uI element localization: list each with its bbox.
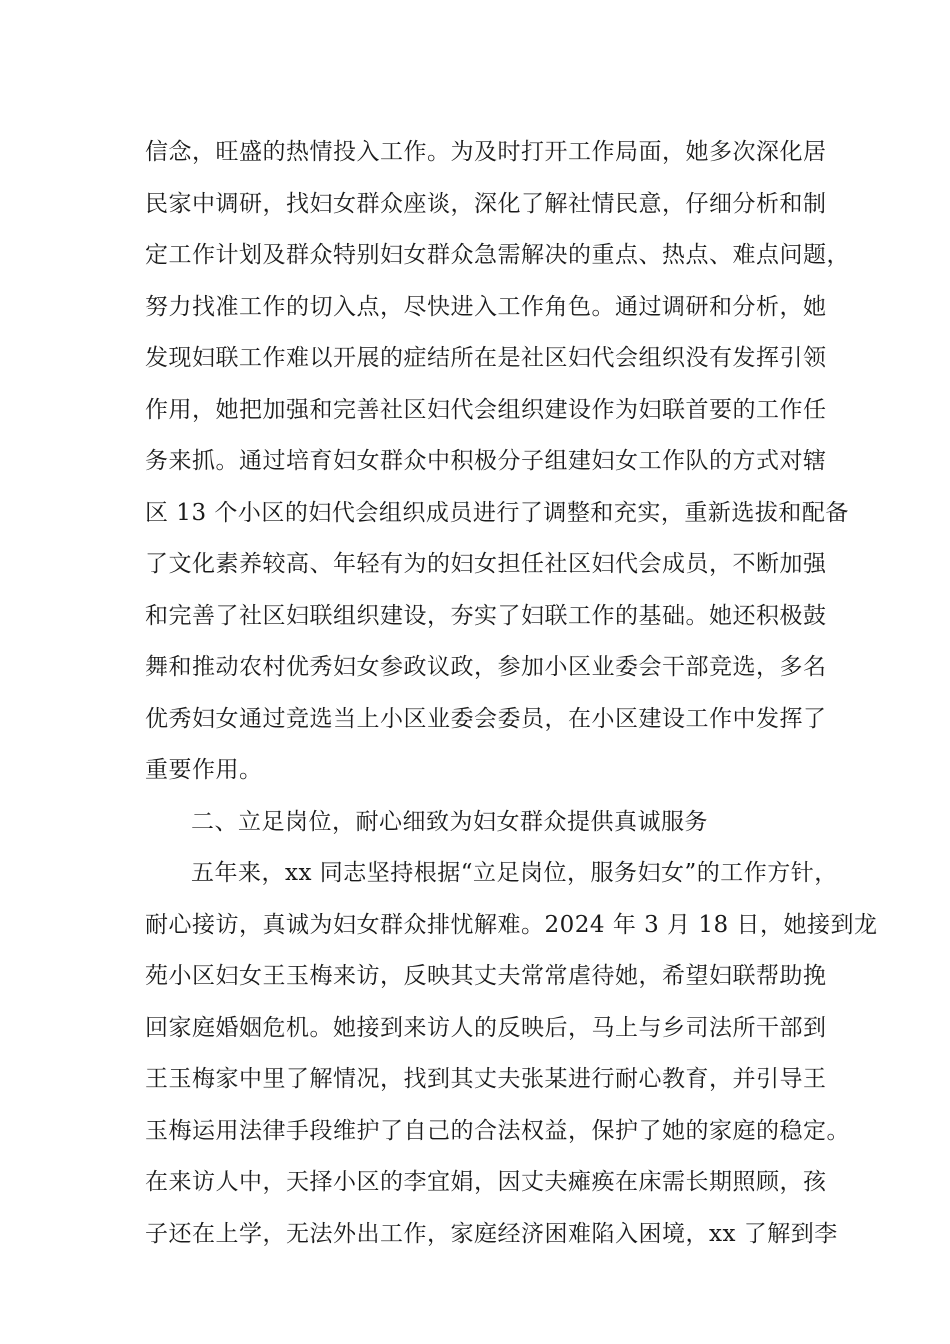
text-line: 重要作用。	[145, 757, 263, 783]
text-line: 玉梅运用法律手段维护了自己的合法权益，保护了她的家庭的稳定。	[145, 1117, 850, 1144]
section-heading: 二、立足岗位，耐心细致为妇女群众提供真诚服务	[191, 808, 708, 835]
text-line: 优秀妇女通过竞选当上小区业委会委员，在小区建设工作中发挥了	[145, 705, 827, 732]
text-line: 舞和推动农村优秀妇女参政议政，参加小区业委会干部竞选，多名	[145, 654, 827, 680]
text-line: 区 13 个小区的妇代会组织成员进行了调整和充实，重新选拔和配备	[145, 499, 849, 526]
text-line: 在来访人中，天择小区的李宜娟，因丈夫瘫痪在床需长期照顾，孩	[145, 1169, 827, 1195]
text-line: 信念，旺盛的热情投入工作。为及时打开工作局面，她多次深化居	[145, 139, 827, 165]
text-line: 耐心接访，真诚为妇女群众排忧解难。2024 年 3 月 18 日，她接到龙	[145, 911, 878, 938]
body-text	[145, 132, 878, 1265]
paragraph-first-line: 五年来，xx 同志坚持根据“立足岗位，服务妇女”的工作方针，	[191, 860, 838, 886]
text-line: 民家中调研，找妇女群众座谈，深化了解社情民意，仔细分析和制	[145, 190, 827, 217]
text-line: 作用，她把加强和完善社区妇代会组织建设作为妇联首要的工作任	[145, 396, 827, 423]
text-line: 定工作计划及群众特别妇女群众急需解决的重点、热点、难点问题，	[145, 242, 850, 268]
text-line: 和完善了社区妇联组织建设，夯实了妇联工作的基础。她还积极鼓	[145, 602, 827, 629]
text-line: 努力找准工作的切入点，尽快进入工作角色。通过调研和分析，她	[145, 293, 827, 320]
text-line: 王玉梅家中里了解情况，找到其丈夫张某进行耐心教育，并引导王	[145, 1066, 827, 1092]
text-line: 回家庭婚姻危机。她接到来访人的反映后，马上与乡司法所干部到	[145, 1014, 827, 1041]
text-line: 了文化素养较高、年轻有为的妇女担任社区妇代会成员，不断加强	[145, 551, 827, 577]
text-line: 苑小区妇女王玉梅来访，反映其丈夫常常虐待她，希望妇联帮助挽	[145, 963, 827, 989]
text-line: 子还在上学，无法外出工作，家庭经济困难陷入困境，xx 了解到李	[145, 1220, 838, 1247]
text-line: 务来抓。通过培育妇女群众中积极分子组建妇女工作队的方式对辖	[145, 448, 827, 474]
text-line: 发现妇联工作难以开展的症结所在是社区妇代会组织没有发挥引领	[145, 345, 827, 371]
